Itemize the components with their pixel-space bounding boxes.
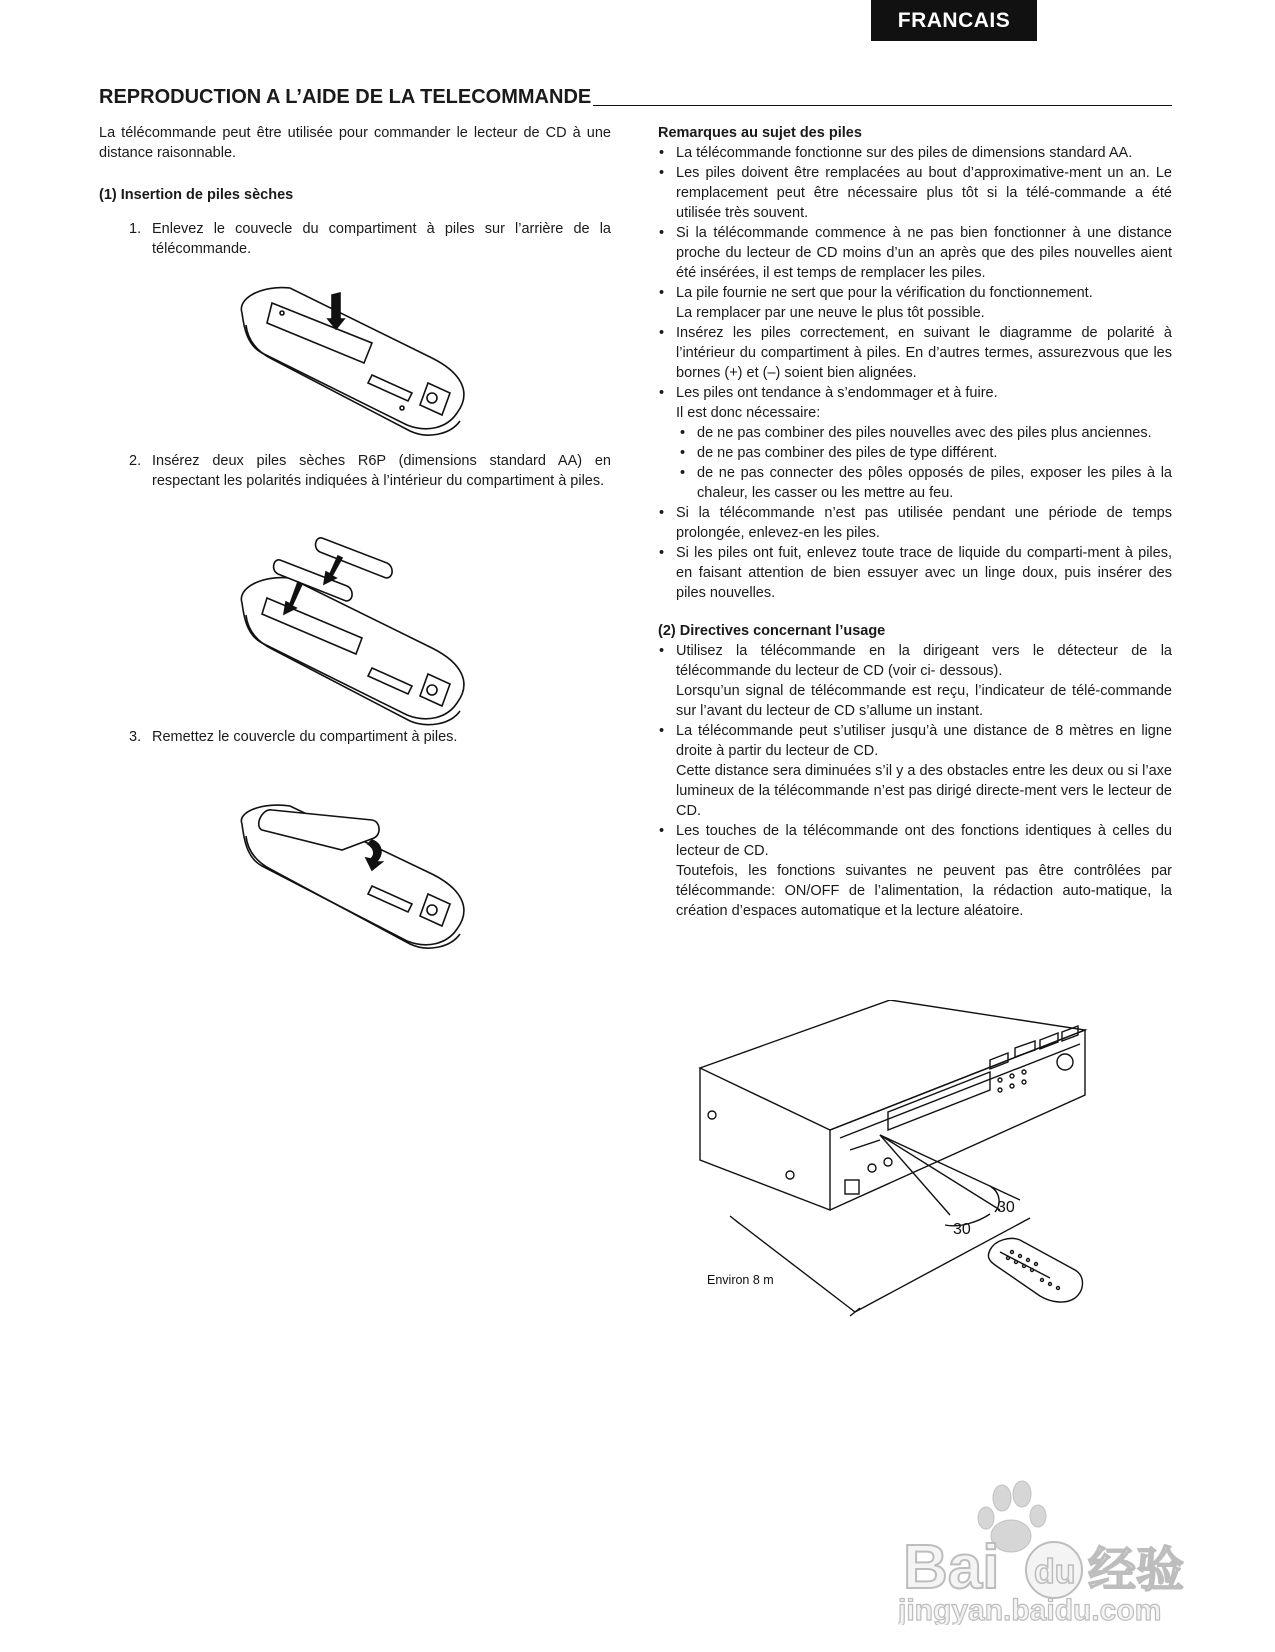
svg-text:经验: 经验 xyxy=(1088,1542,1185,1598)
list-item: • La télécommande fonctionne sur des piles de dimensions standard AA. xyxy=(658,143,1172,163)
note-line: • Les piles ont tendance à s’endommager et à fuire. xyxy=(676,385,998,401)
svg-text:du: du xyxy=(1034,1553,1076,1591)
sub-list-item: • de ne pas combiner des piles de type différent. xyxy=(679,443,1172,463)
right-column xyxy=(658,123,1172,921)
note-line: Lorsqu’un signal de télécommande est reçu, l’indicateur de télé-commande sur l’avant du lecteur de CD s’allume un instant. xyxy=(676,683,1172,719)
step-text: Remettez le couvercle du compartiment à piles. xyxy=(152,729,458,745)
list-item: • Si les piles ont fuit, enlevez toute trace de liquide du comparti-ment à piles, en faisant attention de bien essuyer avec un linge doux, puis insérer des piles nouvelles. xyxy=(658,543,1172,603)
section-title: REPRODUCTION A L’AIDE DE LA TELECOMMANDE xyxy=(99,86,592,108)
sub-list-item: • de ne pas combiner des piles nouvelles avec des piles plus anciennes. xyxy=(679,423,1172,443)
angle-label-lower: 30 xyxy=(953,1221,971,1238)
list-item xyxy=(658,383,1172,503)
battery-insertion-heading: (1) Insertion de piles sèches xyxy=(99,187,294,203)
distance-label: Environ 8 m xyxy=(707,1273,774,1287)
list-item xyxy=(658,821,1172,921)
insert-batteries-illustration xyxy=(232,528,477,728)
list-item xyxy=(658,721,1172,821)
step-number: 1. xyxy=(129,221,142,237)
usage-list xyxy=(658,641,1172,921)
sub-list xyxy=(676,423,1172,503)
replace-cover-illustration xyxy=(232,804,477,954)
section-title-row xyxy=(99,84,1172,108)
watermark-logo xyxy=(898,1480,1198,1625)
note-line: • Utilisez la télécommande en la dirigeant vers le détecteur de la télécommande du lecteur de CD (voir ci- dessous). xyxy=(676,643,1172,679)
step-text: Insérez deux piles sèches R6P (dimensions standard AA) en respectant les polarités indiquées à l’intérieur du compartiment à piles. xyxy=(152,453,611,489)
step-3 xyxy=(99,727,611,747)
intro-text: La télécommande peut être utilisée pour commander le lecteur de CD à une distance raisonnable. xyxy=(99,125,611,161)
svg-text:Bai: Bai xyxy=(903,1533,1000,1602)
list-item: • Si la télécommande n’est pas utilisée pendant une période de temps prolongée, enlevez-en les piles. xyxy=(658,503,1172,543)
note-line: • La pile fournie ne sert que pour la vérification du fonctionnement. xyxy=(676,285,1093,301)
note-line: Cette distance sera diminuées s’il y a des obstacles entre les deux ou si l’axe lumineux de la télécommande n’est pas dirigé directe-ment vers le lecteur de CD. xyxy=(676,763,1172,819)
list-item: • Les piles doivent être remplacées au bout d’approximative-ment un an. Le remplacement peut être nécessaire plus tôt si la télé-commande a été utilisée très souvent. xyxy=(658,163,1172,223)
note-line: La remplacer par une neuve le plus tôt possible. xyxy=(676,305,985,321)
list-item: • Insérez les piles correctement, en suivant le diagramme de polarité à l’intérieur du compartiment à piles. En d’autres termes, assurezvous que les bornes (+) et (–) soient bien alignées. xyxy=(658,323,1172,383)
remote-range-diagram xyxy=(690,1000,1120,1380)
step-number: 2. xyxy=(129,453,142,469)
step-1 xyxy=(99,219,611,259)
battery-remarks-list xyxy=(658,143,1172,603)
list-item xyxy=(658,283,1172,323)
note-line: Il est donc nécessaire: xyxy=(676,405,821,421)
sub-list-item: • de ne pas connecter des pôles opposés de piles, exposer les piles à la chaleur, les casser ou les mettre au feu. xyxy=(679,463,1172,503)
step-number: 3. xyxy=(129,729,142,745)
usage-heading: (2) Directives concernant l’usage xyxy=(658,623,886,639)
language-tab: FRANCAIS xyxy=(871,0,1037,41)
step-2 xyxy=(99,451,611,491)
list-item: • Si la télécommande commence à ne pas bien fonctionner à une distance proche du lecteur de CD moins d’un an après que des piles nouvelles aient été insérées, il est temps de remplacer les piles. xyxy=(658,223,1172,283)
title-rule xyxy=(593,105,1172,106)
remove-cover-illustration xyxy=(232,283,477,443)
angle-label-upper: 30 xyxy=(997,1199,1015,1216)
step-text: Enlevez le couvecle du compartiment à piles sur l’arrière de la télécommande. xyxy=(152,221,611,257)
list-item xyxy=(658,641,1172,721)
battery-remarks-heading: Remarques au sujet des piles xyxy=(658,125,862,141)
note-line: Toutefois, les fonctions suivantes ne peuvent pas être contrôlées par télécommande: ON/OFF de l’alimentation, la rédaction auto-matique, la création d’espaces automatique et la lecture aléatoire. xyxy=(676,863,1172,919)
watermark-url: jingyan.baidu.com xyxy=(898,1594,1162,1625)
note-line: • La télécommande peut s’utiliser jusqu’à une distance de 8 mètres en ligne droite à partir du lecteur de CD. xyxy=(676,723,1172,759)
note-line: • Les touches de la télécommande ont des fonctions identiques à celles du lecteur de CD. xyxy=(676,823,1172,859)
